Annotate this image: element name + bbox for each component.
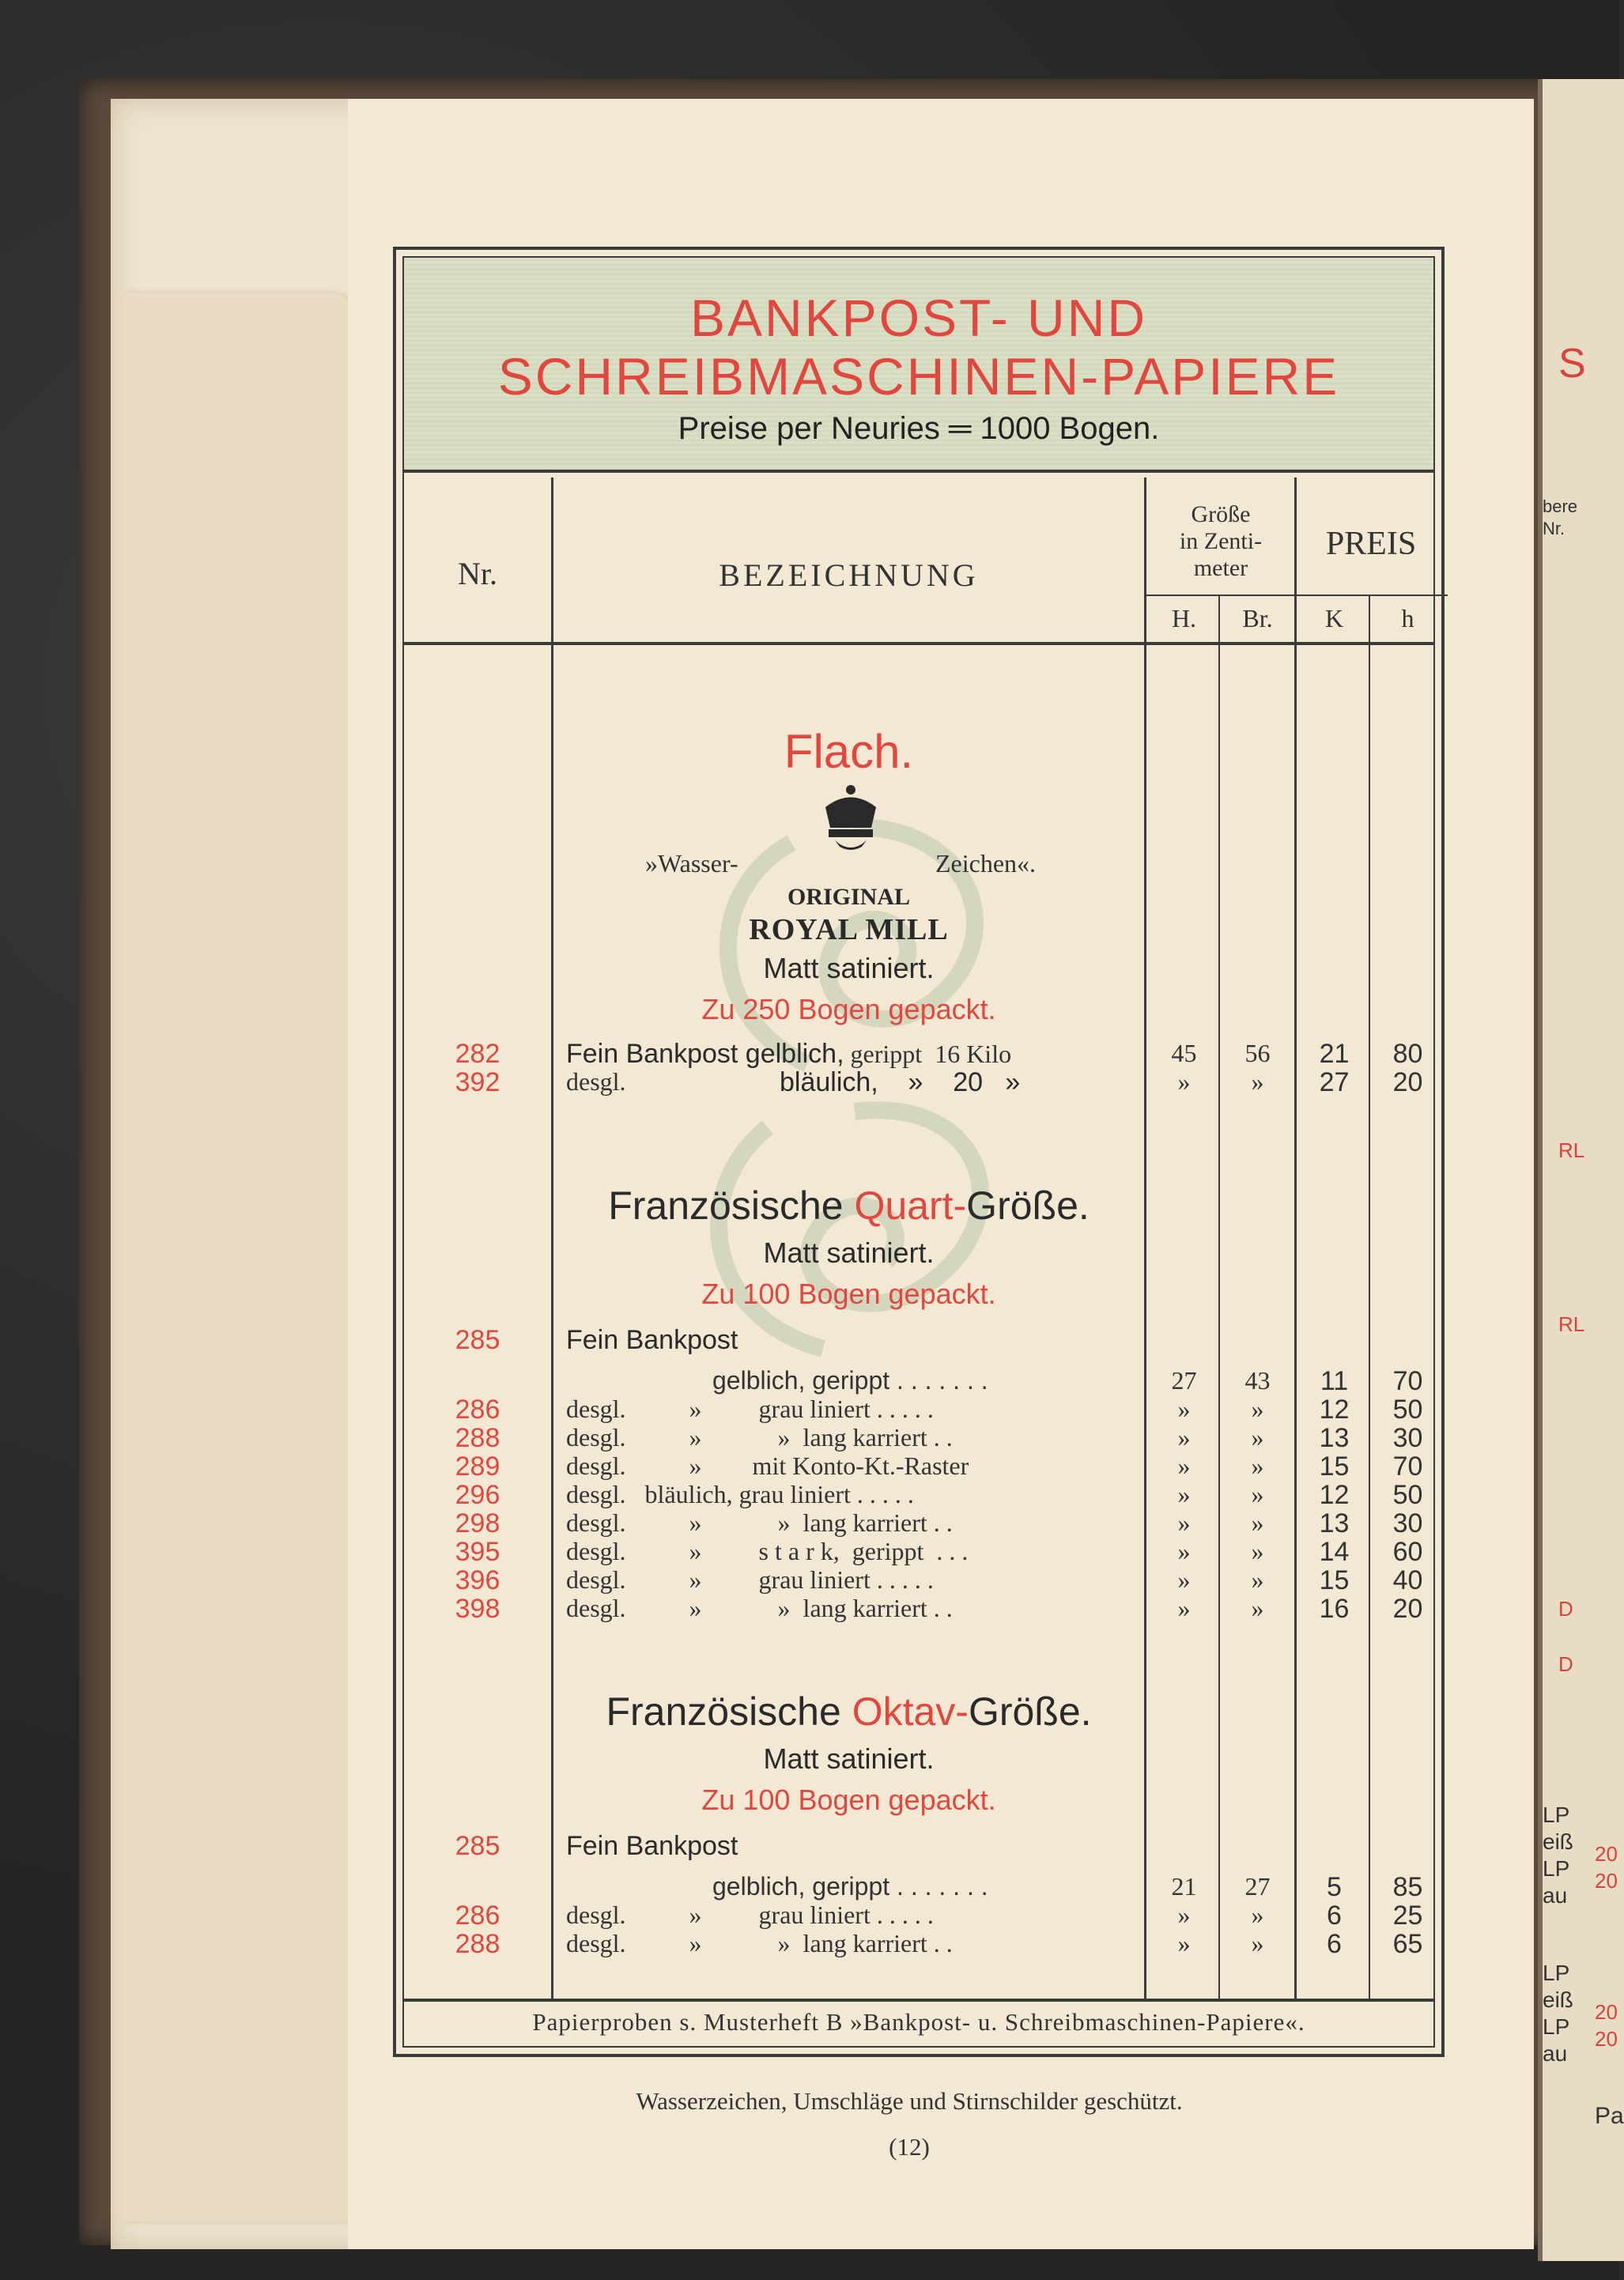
price-heller: 40 bbox=[1392, 1565, 1423, 1595]
col-groesse-line: in Zenti- bbox=[1179, 528, 1263, 554]
title-part: Französische bbox=[606, 1689, 852, 1734]
price-heller: 20 bbox=[1392, 1594, 1423, 1624]
width-value: » bbox=[1251, 1929, 1264, 1957]
price-table-inner bbox=[402, 256, 1435, 2048]
price-kronen: 6 bbox=[1327, 1929, 1342, 1959]
next-page-fragment: 20 bbox=[1595, 1842, 1618, 1866]
col-preis-header: PREIS bbox=[1325, 526, 1417, 562]
watermark-label-right: Zeichen«. bbox=[935, 849, 1037, 878]
next-page-fragment: LP bbox=[1543, 1961, 1570, 1985]
table-row bbox=[404, 1423, 1433, 1451]
article-number: 286 bbox=[455, 1395, 500, 1425]
article-description bbox=[566, 1039, 1135, 1070]
article-description bbox=[566, 1325, 1135, 1356]
packing-note: Zu 100 Bogen gepackt. bbox=[701, 1278, 996, 1310]
width-value: » bbox=[1251, 1508, 1264, 1537]
article-description: desgl. » grau liniert . . . . . bbox=[566, 1395, 934, 1423]
article-number: 298 bbox=[455, 1508, 500, 1538]
height-value: » bbox=[1177, 1067, 1191, 1096]
width-value: » bbox=[1251, 1901, 1264, 1929]
title-part-red: Oktav- bbox=[852, 1689, 969, 1734]
column-rule bbox=[1144, 478, 1146, 1999]
next-page-fragment: LP bbox=[1543, 2014, 1570, 2039]
price-kronen: 12 bbox=[1319, 1480, 1350, 1510]
price-heller: 60 bbox=[1392, 1537, 1423, 1567]
price-heller: 50 bbox=[1392, 1480, 1423, 1510]
next-page-fragment: au bbox=[1543, 1883, 1568, 1908]
box-footer-note: Papierproben s. Musterheft B »Bankpost- u. Schreibmaschinen-Papiere«. bbox=[532, 2008, 1305, 2036]
page-subtitle: Preise per Neuries ═ 1000 Bogen. bbox=[678, 411, 1160, 446]
price-table-frame bbox=[393, 247, 1445, 2057]
next-page-fragment: eiß bbox=[1543, 1987, 1573, 2012]
table-row bbox=[404, 1395, 1433, 1423]
watermark-label-left: »Wasser- bbox=[645, 849, 738, 878]
finish-note: Matt satiniert. bbox=[763, 952, 935, 984]
width-value: » bbox=[1251, 1067, 1264, 1096]
next-page-fragment: LP bbox=[1543, 1856, 1570, 1881]
price-heller: 85 bbox=[1392, 1872, 1423, 1902]
title-part: Größe. bbox=[968, 1689, 1092, 1734]
height-value: » bbox=[1177, 1537, 1191, 1565]
price-kronen: 13 bbox=[1319, 1508, 1350, 1538]
price-kronen: 12 bbox=[1319, 1395, 1350, 1425]
article-description: gelblich, gerippt . . . . . . . bbox=[712, 1872, 988, 1901]
description-main: desgl. bbox=[566, 1067, 626, 1096]
description-detail: gerippt 16 Kilo bbox=[844, 1040, 1012, 1068]
price-heller: 25 bbox=[1392, 1901, 1423, 1931]
title-part-red: Quart- bbox=[854, 1183, 967, 1228]
article-number: 296 bbox=[455, 1480, 500, 1510]
next-page-fragment: eiß bbox=[1543, 1829, 1573, 1854]
article-description: desgl. » s t a r k, gerippt . . . bbox=[566, 1537, 969, 1565]
page-flap bbox=[123, 293, 360, 2221]
article-number: 288 bbox=[455, 1929, 500, 1959]
price-kronen: 13 bbox=[1319, 1423, 1350, 1453]
price-heller: 20 bbox=[1392, 1067, 1423, 1097]
price-kronen: 14 bbox=[1319, 1537, 1350, 1567]
col-groesse-header bbox=[1147, 501, 1294, 582]
table-row bbox=[404, 1451, 1433, 1480]
width-value: » bbox=[1251, 1423, 1264, 1451]
table-row bbox=[404, 1480, 1433, 1508]
page-title-line2: SCHREIBMASCHINEN-PAPIERE bbox=[497, 347, 1340, 406]
table-row bbox=[404, 1366, 1433, 1395]
section-title-oktav bbox=[554, 1689, 1143, 1735]
height-value: » bbox=[1177, 1423, 1191, 1451]
height-value: » bbox=[1177, 1395, 1191, 1423]
description-main: Fein Bankpost bbox=[566, 1325, 738, 1355]
logo-royal-mill: ROYAL MILL bbox=[749, 913, 949, 946]
next-page-fragment: Pa bbox=[1595, 2103, 1624, 2129]
article-number: 392 bbox=[455, 1067, 500, 1097]
price-heller: 70 bbox=[1392, 1451, 1423, 1482]
article-number: 285 bbox=[455, 1831, 500, 1861]
table-row bbox=[404, 1872, 1433, 1901]
next-page-fragment: 20 bbox=[1595, 1869, 1618, 1893]
height-value: » bbox=[1177, 1901, 1191, 1929]
next-page-fragment: D bbox=[1558, 1652, 1573, 1676]
next-page-fragment: RL bbox=[1558, 1138, 1585, 1162]
table-row bbox=[404, 1508, 1433, 1537]
table-row bbox=[404, 1039, 1433, 1067]
width-value: 43 bbox=[1244, 1366, 1271, 1395]
article-number: 289 bbox=[455, 1451, 500, 1482]
column-rule bbox=[551, 478, 553, 1999]
width-value: » bbox=[1251, 1451, 1264, 1480]
height-value: » bbox=[1177, 1565, 1191, 1594]
col-k-header: K bbox=[1324, 604, 1344, 632]
article-description: desgl. » mit Konto-Kt.-Raster bbox=[566, 1451, 969, 1480]
column-headers bbox=[404, 478, 1433, 645]
next-page-fragment: LP bbox=[1543, 1802, 1570, 1827]
height-value: » bbox=[1177, 1594, 1191, 1622]
finish-note: Matt satiniert. bbox=[763, 1742, 935, 1775]
article-description: gelblich, gerippt . . . . . . . bbox=[712, 1366, 988, 1395]
page-number: (12) bbox=[889, 2133, 930, 2161]
col-groesse-line: Größe bbox=[1191, 501, 1251, 527]
height-value: 45 bbox=[1171, 1039, 1197, 1067]
article-description: desgl. » » lang karriert . . bbox=[566, 1423, 953, 1451]
column-rule bbox=[1218, 595, 1220, 1999]
price-kronen: 11 bbox=[1320, 1366, 1349, 1396]
col-h-header: H. bbox=[1171, 604, 1197, 632]
price-kronen: 6 bbox=[1327, 1901, 1342, 1931]
height-value: 21 bbox=[1171, 1872, 1197, 1901]
width-value: » bbox=[1251, 1537, 1264, 1565]
table-row bbox=[404, 1565, 1433, 1594]
price-kronen: 5 bbox=[1327, 1872, 1342, 1902]
price-kronen: 15 bbox=[1319, 1565, 1350, 1595]
column-rule bbox=[1294, 478, 1297, 1999]
next-page-fragment: S bbox=[1558, 341, 1586, 387]
next-page-edge bbox=[1538, 79, 1624, 2261]
price-kronen: 15 bbox=[1319, 1451, 1350, 1482]
description-main: Fein Bankpost bbox=[566, 1831, 738, 1861]
table-row bbox=[404, 1325, 1433, 1353]
table-header-band bbox=[404, 258, 1433, 473]
table-row bbox=[404, 1594, 1433, 1622]
page-title-line1: BANKPOST- UND bbox=[689, 289, 1148, 347]
title-part: Französische bbox=[608, 1183, 855, 1228]
article-number: 398 bbox=[455, 1594, 500, 1624]
price-heller: 80 bbox=[1392, 1039, 1423, 1069]
next-page-fragment: bere bbox=[1543, 496, 1578, 516]
price-heller: 30 bbox=[1392, 1508, 1423, 1538]
height-value: » bbox=[1177, 1508, 1191, 1537]
price-kronen: 21 bbox=[1319, 1039, 1350, 1069]
packing-note: Zu 250 Bogen gepackt. bbox=[701, 993, 996, 1025]
section-title-quart bbox=[554, 1183, 1143, 1229]
next-page-fragment: 20 bbox=[1595, 2000, 1618, 2024]
col-nr-header: Nr. bbox=[458, 556, 497, 591]
next-page-fragment: RL bbox=[1558, 1312, 1585, 1336]
col-hh-header: h bbox=[1401, 604, 1414, 632]
packing-note: Zu 100 Bogen gepackt. bbox=[701, 1784, 996, 1816]
price-heller: 65 bbox=[1392, 1929, 1423, 1959]
article-number: 285 bbox=[455, 1325, 500, 1355]
table-row bbox=[404, 1901, 1433, 1929]
crown-icon bbox=[819, 783, 882, 855]
article-number: 395 bbox=[455, 1537, 500, 1567]
col-groesse-line: meter bbox=[1193, 555, 1248, 581]
next-page-fragment: au bbox=[1543, 2041, 1568, 2066]
footer-rule bbox=[404, 1999, 1433, 2002]
next-page-fragment: D bbox=[1558, 1597, 1573, 1621]
height-value: » bbox=[1177, 1451, 1191, 1480]
width-value: » bbox=[1251, 1395, 1264, 1423]
width-value: » bbox=[1251, 1480, 1264, 1508]
section-title-flach: Flach. bbox=[784, 725, 914, 778]
next-page-fragment: 20 bbox=[1595, 2027, 1618, 2051]
finish-note: Matt satiniert. bbox=[763, 1236, 935, 1269]
col-bezeichnung-header: BEZEICHNUNG bbox=[719, 557, 979, 593]
table-row bbox=[404, 1929, 1433, 1957]
price-heller: 50 bbox=[1392, 1395, 1423, 1425]
article-description: desgl. » » lang karriert . . bbox=[566, 1508, 953, 1537]
article-description bbox=[566, 1067, 1135, 1097]
article-description: desgl. » grau liniert . . . . . bbox=[566, 1565, 934, 1594]
price-kronen: 27 bbox=[1319, 1067, 1350, 1097]
table-row bbox=[404, 1537, 1433, 1565]
article-number: 396 bbox=[455, 1565, 500, 1595]
width-value: » bbox=[1251, 1565, 1264, 1594]
price-kronen: 16 bbox=[1319, 1594, 1350, 1624]
height-value: 27 bbox=[1171, 1366, 1197, 1395]
price-heller: 70 bbox=[1392, 1366, 1423, 1396]
article-description: desgl. » » lang karriert . . bbox=[566, 1929, 953, 1957]
article-description: desgl. bläulich, grau liniert . . . . . bbox=[566, 1480, 914, 1508]
article-number: 286 bbox=[455, 1901, 500, 1931]
page-footer-note: Wasserzeichen, Umschläge und Stirnschilder geschützt. bbox=[636, 2087, 1183, 2115]
width-value: 56 bbox=[1244, 1039, 1271, 1067]
width-value: 27 bbox=[1244, 1872, 1271, 1901]
table-row bbox=[404, 1067, 1433, 1096]
col-br-header: Br. bbox=[1242, 604, 1273, 632]
height-value: » bbox=[1177, 1480, 1191, 1508]
table-row bbox=[404, 1831, 1433, 1859]
article-description: desgl. » » lang karriert . . bbox=[566, 1594, 953, 1622]
article-description: desgl. » grau liniert . . . . . bbox=[566, 1901, 934, 1929]
article-description bbox=[566, 1831, 1135, 1862]
article-number: 288 bbox=[455, 1423, 500, 1453]
description-main: Fein Bankpost gelblich, bbox=[566, 1039, 844, 1069]
height-value: » bbox=[1177, 1929, 1191, 1957]
title-part: Größe. bbox=[966, 1183, 1090, 1228]
price-heller: 30 bbox=[1392, 1423, 1423, 1453]
next-page-fragment: Nr. bbox=[1543, 519, 1565, 538]
column-rule bbox=[1369, 595, 1370, 1999]
description-detail: bläulich, » 20 » bbox=[780, 1067, 1021, 1097]
width-value: » bbox=[1251, 1594, 1264, 1622]
article-number: 282 bbox=[455, 1039, 500, 1069]
logo-original: ORIGINAL bbox=[787, 884, 911, 910]
